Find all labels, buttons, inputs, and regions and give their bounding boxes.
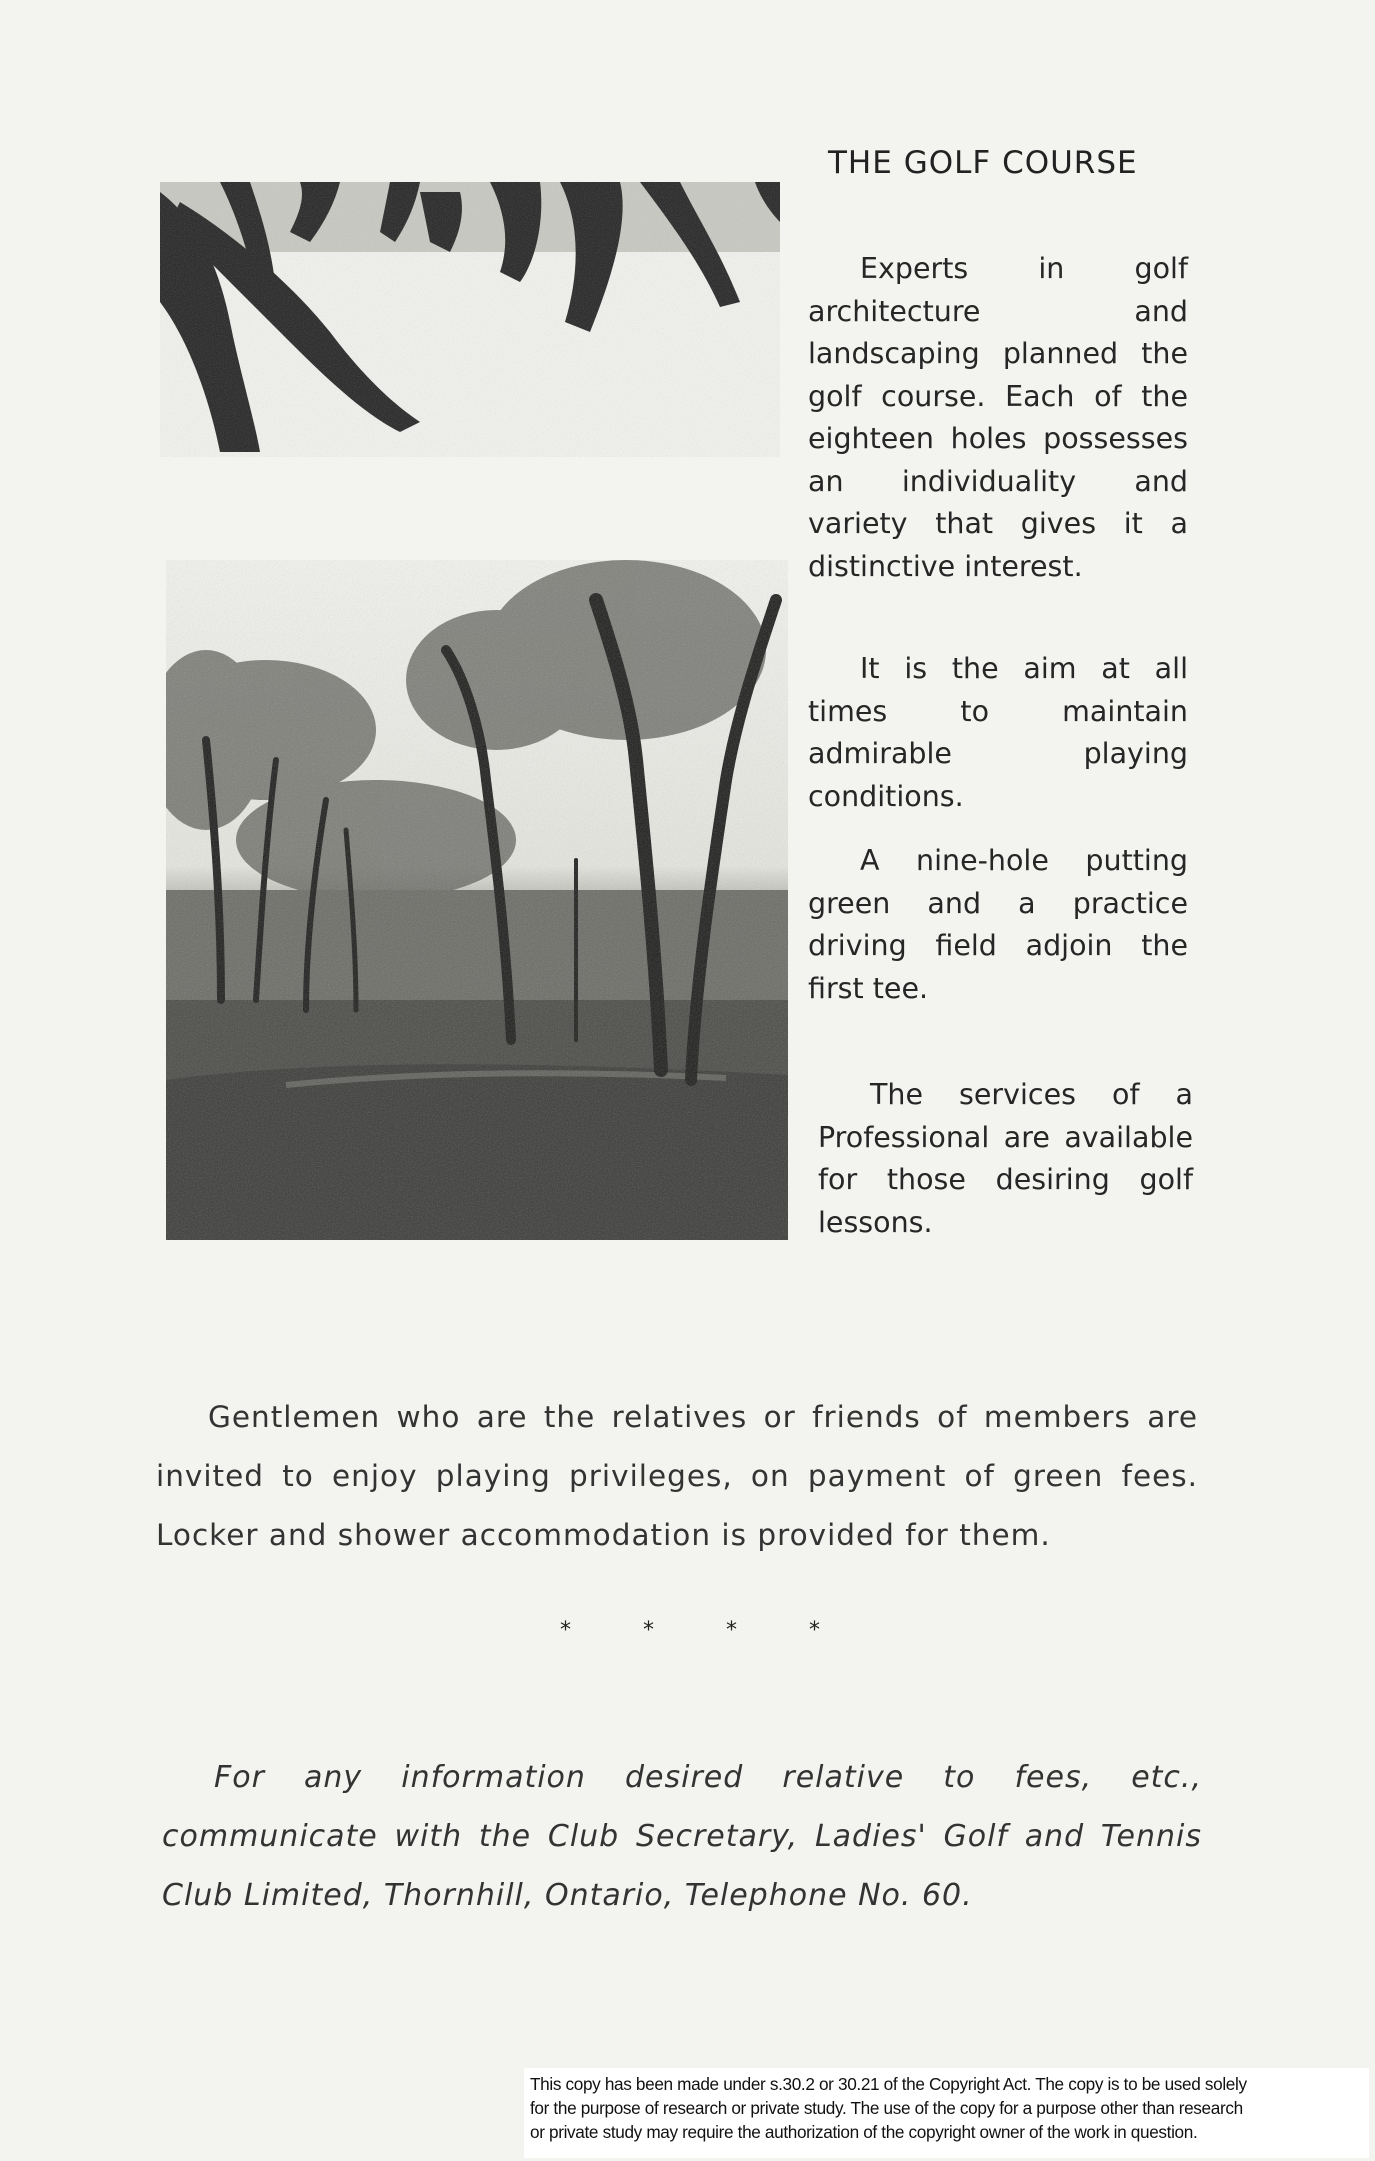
separator-star: * — [809, 1618, 820, 1643]
paragraph-course-design: Experts in golf architecture and landscaping planned the golf course. Each of the eighteen holes possesses an individuality and variety that gives it a distinctive interest. — [808, 252, 1188, 583]
leaves-photo — [160, 182, 780, 457]
paragraph-playing-conditions: It is the aim at all times to maintain admirable playing conditions. — [808, 652, 1188, 813]
paragraph-professional: The services of a Professional are available for those desiring golf lessons. — [818, 1078, 1193, 1239]
page-heading: THE GOLF COURSE — [828, 145, 1138, 181]
copyright-notice-line: This copy has been made under s.30.2 or 30.21 of the Copyright Act. The copy is to be used solely — [530, 2074, 1247, 2094]
separator-stars — [560, 1618, 820, 1643]
copyright-notice-line: for the purpose of research or private study. The use of the copy for a purpose other than research — [530, 2098, 1243, 2118]
separator-star: * — [643, 1618, 654, 1643]
paragraph-contact-info: For any information desired relative to fees, etc., communicate with the Club Secretary, Ladies' Golf and Tennis Club Limited, Thornhill, Ontario, Telephone No. 60. — [162, 1760, 1202, 1913]
copyright-notice — [524, 2068, 1369, 2158]
paragraph-guest-privileges: Gentlemen who are the relatives or friends of members are invited to enjoy playing privileges, on payment of green fees. Locker and shower accommodation is provided for them. — [156, 1400, 1198, 1552]
separator-star: * — [726, 1618, 737, 1643]
copyright-notice-line: or private study may require the authorization of the copyright owner of the work in question. — [530, 2122, 1198, 2142]
paragraph-putting-green: A nine-hole putting green and a practice driving field adjoin the first tee. — [808, 844, 1188, 1005]
separator-star: * — [560, 1618, 571, 1643]
trees-photo — [166, 560, 788, 1240]
